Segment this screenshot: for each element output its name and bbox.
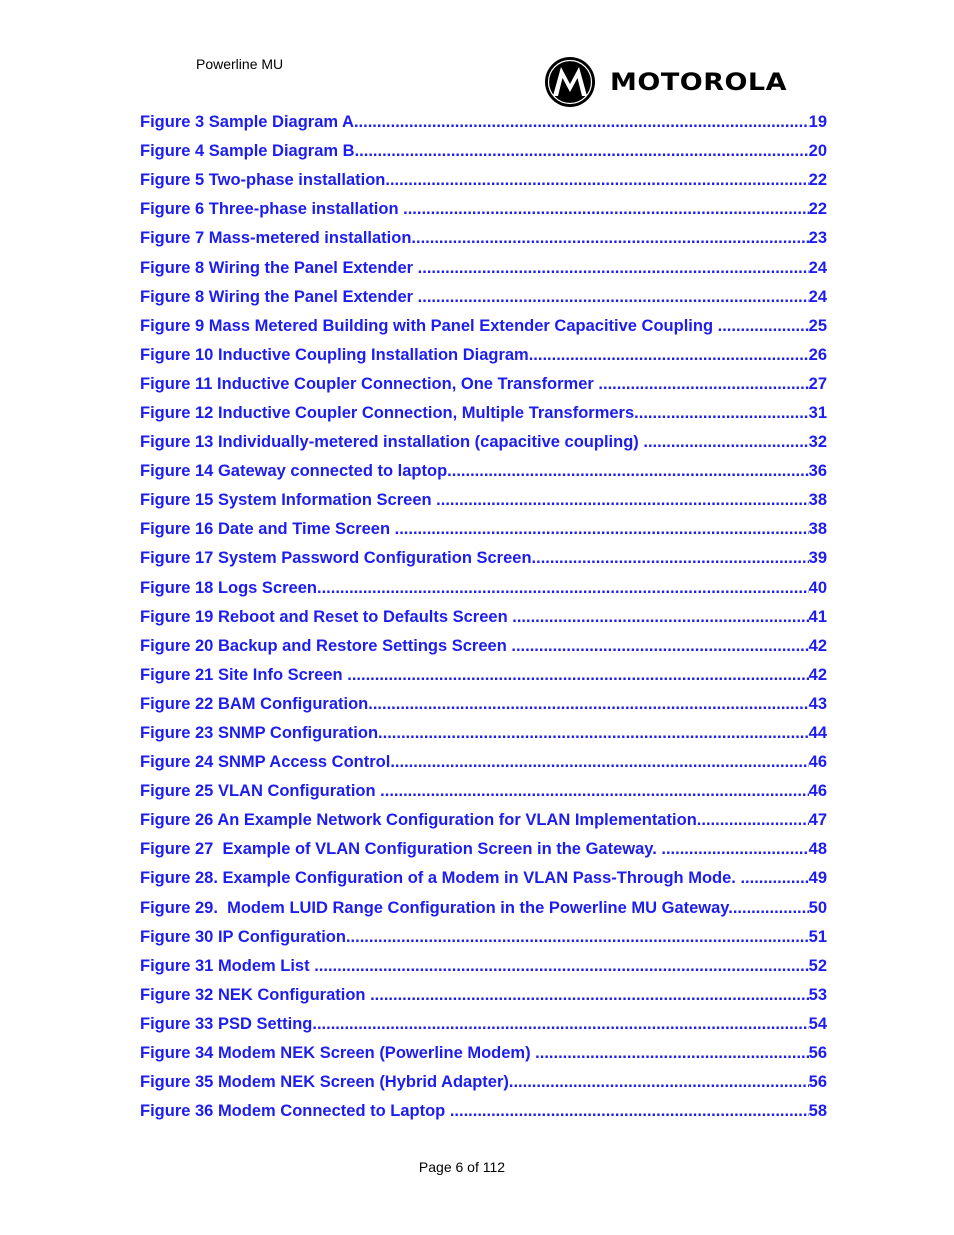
toc-entry-label: Figure 8 Wiring the Panel Extender xyxy=(140,258,418,277)
toc-entry-label: Figure 17 System Password Configuration Screen xyxy=(140,549,532,568)
toc-entry-link[interactable] xyxy=(140,312,827,341)
toc-entry-link[interactable] xyxy=(140,253,827,282)
toc-entry-page-number: 44 xyxy=(808,724,827,743)
toc-entry-page-number: 36 xyxy=(808,462,827,481)
dot-leader xyxy=(354,113,809,132)
toc-entry-label: Figure 21 Site Info Screen xyxy=(140,665,348,684)
toc-entry-link[interactable] xyxy=(140,399,827,428)
list-of-figures xyxy=(140,108,827,1126)
dot-leader xyxy=(418,259,809,278)
toc-entry-label: Figure 28. Example Configuration of a Modem in VLAN Pass-Through Mode. xyxy=(140,869,741,888)
toc-entry-label: Figure 11 Inductive Coupler Connection, One Transformer xyxy=(140,374,599,393)
toc-entry-page-number: 41 xyxy=(808,607,827,626)
toc-entry-label: Figure 15 System Information Screen xyxy=(140,491,437,510)
dot-leader xyxy=(418,288,809,307)
dot-leader xyxy=(643,433,808,452)
toc-entry-link[interactable] xyxy=(140,603,827,632)
dot-leader xyxy=(347,666,808,685)
toc-entry-link[interactable] xyxy=(140,835,827,864)
dot-leader xyxy=(395,520,809,539)
toc-entry-link[interactable] xyxy=(140,661,827,690)
toc-entry-page-number: 26 xyxy=(808,345,827,364)
toc-entry-page-number: 23 xyxy=(808,229,827,248)
toc-entry-page-number: 50 xyxy=(808,898,827,917)
dot-leader xyxy=(661,840,808,859)
dot-leader xyxy=(532,549,809,568)
dot-leader xyxy=(740,869,808,888)
dot-leader xyxy=(312,1015,808,1034)
dot-leader xyxy=(529,346,809,365)
toc-entry-label: Figure 4 Sample Diagram B xyxy=(140,142,355,161)
toc-entry-link[interactable] xyxy=(140,923,827,952)
toc-entry-page-number: 20 xyxy=(808,142,827,161)
motorola-batwing-icon xyxy=(544,56,596,108)
toc-entry-label: Figure 5 Two-phase installation xyxy=(140,171,386,190)
toc-entry-label: Figure 35 Modem NEK Screen (Hybrid Adapter) xyxy=(140,1073,509,1092)
toc-entry-label: Figure 34 Modem NEK Screen (Powerline Modem) xyxy=(140,1044,536,1063)
toc-entry-page-number: 48 xyxy=(808,840,827,859)
dot-leader xyxy=(411,229,808,248)
dot-leader xyxy=(370,986,809,1005)
toc-entry-label: Figure 8 Wiring the Panel Extender xyxy=(140,287,418,306)
toc-entry-link[interactable] xyxy=(140,777,827,806)
dot-leader xyxy=(346,928,809,947)
toc-entry-page-number: 53 xyxy=(808,985,827,1004)
toc-entry-link[interactable] xyxy=(140,806,827,835)
toc-entry-label: Figure 36 Modem Connected to Laptop xyxy=(140,1102,450,1121)
toc-entry-link[interactable] xyxy=(140,195,827,224)
toc-entry-link[interactable] xyxy=(140,1010,827,1039)
toc-entry-link[interactable] xyxy=(140,428,827,457)
toc-entry-link[interactable] xyxy=(140,1097,827,1126)
toc-entry-page-number: 24 xyxy=(808,258,827,277)
dot-leader xyxy=(718,317,809,336)
toc-entry-label: Figure 7 Mass-metered installation xyxy=(140,229,412,248)
dot-leader xyxy=(403,200,809,219)
motorola-logo xyxy=(544,56,787,108)
toc-entry-page-number: 47 xyxy=(808,811,827,830)
toc-entry-link[interactable] xyxy=(140,632,827,661)
toc-entry-label: Figure 25 VLAN Configuration xyxy=(140,782,381,801)
motorola-wordmark: MOTOROLA xyxy=(610,68,788,96)
toc-entry-label: Figure 33 PSD Setting xyxy=(140,1014,313,1033)
dot-leader xyxy=(314,957,808,976)
toc-entry-page-number: 52 xyxy=(808,956,827,975)
toc-entry-label: Figure 13 Individually-metered installation (capacitive coupling) xyxy=(140,433,644,452)
toc-entry-link[interactable] xyxy=(140,108,827,137)
dot-leader xyxy=(385,171,808,190)
toc-entry-page-number: 54 xyxy=(808,1014,827,1033)
dot-leader xyxy=(535,1044,808,1063)
toc-entry-label: Figure 20 Backup and Restore Settings Screen xyxy=(140,636,512,655)
toc-entry-page-number: 22 xyxy=(808,200,827,219)
toc-entry-label: Figure 24 SNMP Access Control xyxy=(140,753,391,772)
toc-entry-page-number: 22 xyxy=(808,171,827,190)
toc-entry-link[interactable] xyxy=(140,544,827,573)
toc-entry-link[interactable] xyxy=(140,748,827,777)
toc-entry-link[interactable] xyxy=(140,719,827,748)
toc-entry-page-number: 49 xyxy=(808,869,827,888)
toc-entry-page-number: 43 xyxy=(808,694,827,713)
toc-entry-link[interactable] xyxy=(140,224,827,253)
toc-entry-label: Figure 3 Sample Diagram A xyxy=(140,113,354,132)
toc-entry-label: Figure 6 Three-phase installation xyxy=(140,200,404,219)
toc-entry-link[interactable] xyxy=(140,283,827,312)
toc-entry-link[interactable] xyxy=(140,574,827,603)
toc-entry-label: Figure 12 Inductive Coupler Connection, Multiple Transformers xyxy=(140,403,635,422)
toc-entry-label: Figure 10 Inductive Coupling Installation Diagram xyxy=(140,345,529,364)
toc-entry-page-number: 39 xyxy=(808,549,827,568)
toc-entry-label: Figure 14 Gateway connected to laptop xyxy=(140,462,448,481)
dot-leader xyxy=(733,899,809,918)
toc-entry-page-number: 40 xyxy=(808,578,827,597)
toc-entry-link[interactable] xyxy=(140,341,827,370)
toc-entry-label: Figure 19 Reboot and Reset to Defaults Screen xyxy=(140,607,513,626)
toc-entry-link[interactable] xyxy=(140,981,827,1010)
toc-entry-page-number: 38 xyxy=(808,491,827,510)
toc-entry-label: Figure 31 Modem List xyxy=(140,956,315,975)
toc-entry-label: Figure 22 BAM Configuration xyxy=(140,694,369,713)
toc-entry-page-number: 42 xyxy=(808,636,827,655)
toc-entry-page-number: 24 xyxy=(808,287,827,306)
toc-entry-label: Figure 16 Date and Time Screen xyxy=(140,520,395,539)
toc-entry-label: Figure 23 SNMP Configuration xyxy=(140,724,379,743)
toc-entry-label: Figure 26 An Example Network Configuration for VLAN Implementation. xyxy=(140,811,702,830)
toc-entry-page-number: 31 xyxy=(808,403,827,422)
dot-leader xyxy=(447,462,808,481)
dot-leader xyxy=(509,1073,809,1092)
toc-entry-page-number: 32 xyxy=(808,433,827,452)
toc-entry-label: Figure 32 NEK Configuration xyxy=(140,985,371,1004)
toc-entry-link[interactable] xyxy=(140,690,827,719)
dot-leader xyxy=(450,1102,809,1121)
toc-entry-page-number: 38 xyxy=(808,520,827,539)
toc-entry-link[interactable] xyxy=(140,370,827,399)
toc-entry-label: Figure 29. Modem LUID Range Configuration in the Powerline MU Gateway. xyxy=(140,898,733,917)
toc-entry-page-number: 42 xyxy=(808,665,827,684)
dot-leader xyxy=(598,375,808,394)
toc-entry-page-number: 46 xyxy=(808,782,827,801)
toc-entry-page-number: 46 xyxy=(808,753,827,772)
toc-entry-label: Figure 30 IP Configuration xyxy=(140,927,346,946)
page-number: Page 6 of 112 xyxy=(418,1159,506,1175)
toc-entry-link[interactable] xyxy=(140,457,827,486)
dot-leader xyxy=(701,811,808,830)
toc-entry-label: Figure 18 Logs Screen xyxy=(140,578,317,597)
dot-leader xyxy=(355,142,809,161)
dot-leader xyxy=(380,782,808,801)
dot-leader xyxy=(512,608,808,627)
toc-entry-page-number: 19 xyxy=(808,113,827,132)
toc-entry-label: Figure 27 Example of VLAN Configuration Screen in the Gateway. xyxy=(140,840,662,859)
dot-leader xyxy=(368,695,808,714)
toc-entry-link[interactable] xyxy=(140,515,827,544)
toc-entry-page-number: 51 xyxy=(808,927,827,946)
toc-entry-link[interactable] xyxy=(140,486,827,515)
document-header-title: Powerline MU xyxy=(196,56,284,72)
toc-entry-link[interactable] xyxy=(140,864,827,893)
toc-entry-page-number: 27 xyxy=(808,374,827,393)
toc-entry-link[interactable] xyxy=(140,1039,827,1068)
dot-leader xyxy=(317,579,809,598)
toc-entry-link[interactable] xyxy=(140,166,827,195)
toc-entry-link[interactable] xyxy=(140,137,827,166)
toc-entry-label: Figure 9 Mass Metered Building with Panel Extender Capacitive Coupling xyxy=(140,316,718,335)
toc-entry-page-number: 58 xyxy=(808,1102,827,1121)
toc-entry-link[interactable] xyxy=(140,952,827,981)
toc-entry-page-number: 25 xyxy=(808,316,827,335)
dot-leader xyxy=(436,491,808,510)
toc-entry-page-number: 56 xyxy=(808,1073,827,1092)
toc-entry-link[interactable] xyxy=(140,1068,827,1097)
dot-leader xyxy=(511,637,808,656)
toc-entry-page-number: 56 xyxy=(808,1044,827,1063)
toc-entry-link[interactable] xyxy=(140,894,827,923)
dot-leader xyxy=(390,753,808,772)
dot-leader xyxy=(634,404,808,423)
dot-leader xyxy=(378,724,809,743)
